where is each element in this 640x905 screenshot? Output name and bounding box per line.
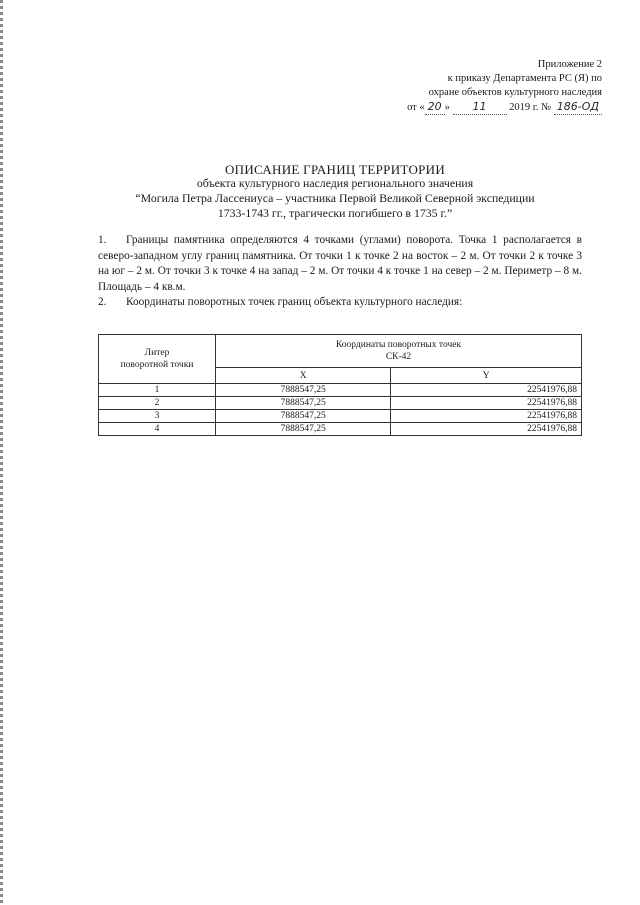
header-liter-line-2: поворотной точки [120, 360, 194, 370]
paragraph-2-number: 2. [98, 296, 107, 308]
cell-x: 7888547,25 [216, 384, 391, 397]
cell-y: 22541976,88 [391, 384, 582, 397]
header-liter-line-1: Литер [144, 348, 170, 358]
cell-point: 3 [99, 410, 216, 423]
appendix-line-1: Приложение 2 [537, 59, 602, 70]
header-y: Y [391, 368, 582, 384]
date-mid: » [444, 102, 450, 113]
cell-y: 22541976,88 [391, 423, 582, 436]
table-row [99, 397, 582, 410]
paragraph-1-number: 1. [98, 234, 107, 246]
handwritten-order-number: 186-ОД [554, 100, 602, 115]
table-header-row [99, 335, 582, 368]
header-x: X [216, 368, 391, 384]
appendix-date-line [407, 100, 602, 115]
paragraph-1 [98, 233, 582, 295]
handwritten-day: 20 [425, 100, 445, 115]
subtitle-line-2: “Могила Петра Лассениуса – участника Первой Великой Северной экспедиции [135, 191, 535, 205]
cell-point: 2 [99, 397, 216, 410]
appendix-line-3: охране объектов культурного наследия [428, 87, 602, 98]
header-coords-line-2: СК-42 [385, 352, 412, 362]
cell-point: 4 [99, 423, 216, 436]
handwritten-month: 11 [453, 100, 507, 115]
document-body [98, 233, 582, 311]
header-point-liter [99, 335, 216, 384]
header-coords-line-1: Координаты поворотных точек [335, 340, 462, 350]
table-row [99, 384, 582, 397]
header-coordinates [216, 335, 582, 368]
subtitle-line-1: объекта культурного наследия регионального значения [196, 176, 474, 190]
paragraph-2-text: Координаты поворотных точек границ объекта культурного наследия: [126, 296, 463, 308]
cell-x: 7888547,25 [216, 410, 391, 423]
object-description [110, 176, 560, 221]
cell-x: 7888547,25 [216, 423, 391, 436]
coordinates-table-wrapper [98, 334, 582, 436]
cell-y: 22541976,88 [391, 397, 582, 410]
table-row [99, 423, 582, 436]
scan-edge-decoration [0, 0, 3, 905]
paragraph-1-text: Границы памятника определяются 4 точками (углами) поворота. Точка 1 располагается в северо-западном углу границ памятника. От точки 1 к точке 2 на восток – 2 м. От точки 2 к точке 3 на юг – 2 м. От точки 3 к точке 4 на запад – 2 м. От точки 4 к точке 1 на север – 2 м. Периметр – 8 м. Площадь – 4 кв.м. [98, 234, 582, 293]
table-row [99, 410, 582, 423]
year-text: 2019 г. № [509, 102, 552, 113]
document-title: ОПИСАНИЕ ГРАНИЦ ТЕРРИТОРИИ [224, 162, 446, 177]
appendix-header [407, 58, 602, 115]
subtitle-line-3: 1733-1743 гг., трагически погибшего в 1735 г.” [217, 206, 453, 220]
paragraph-2 [98, 295, 582, 311]
appendix-line-2: к приказу Департамента РС (Я) по [447, 73, 602, 84]
coordinates-table [98, 334, 582, 436]
cell-point: 1 [99, 384, 216, 397]
cell-y: 22541976,88 [391, 410, 582, 423]
date-prefix: от « [407, 102, 425, 113]
cell-x: 7888547,25 [216, 397, 391, 410]
